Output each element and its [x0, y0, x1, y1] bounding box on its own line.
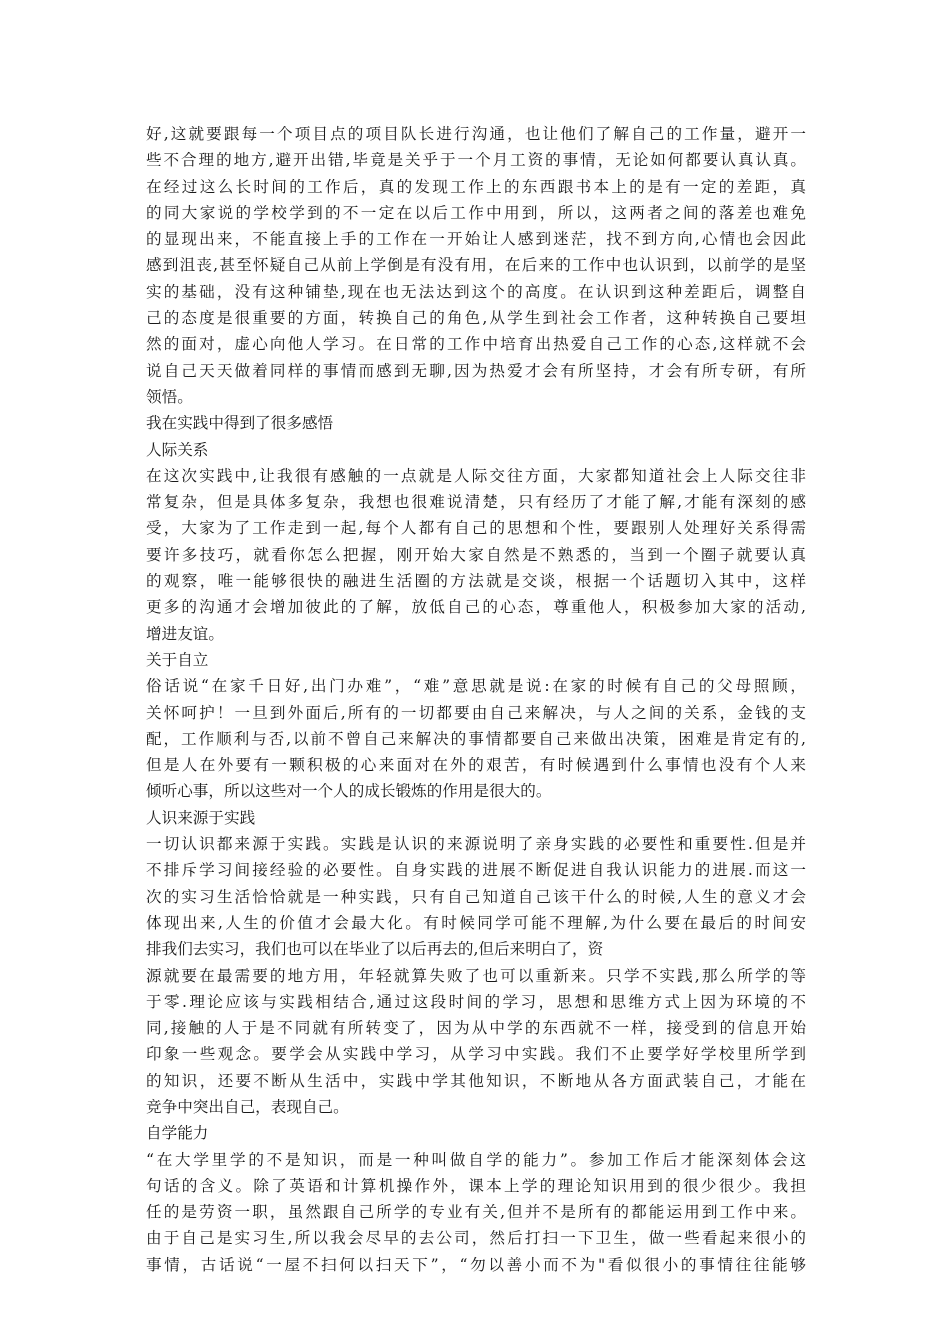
text-line: 排我们去实习，我们也可以在毕业了以后再去的,但后来明白了，资 [146, 940, 604, 959]
text-line: 源就要在最需要的地方用，年轻就算失败了也可以重新来。只学不实践,那么所学的等 [146, 966, 806, 985]
text-line: 常复杂，但是具体多复杂，我想也很难说清楚，只有经历了才能了解,才能有深刻的感 [146, 493, 806, 512]
text-line: 的知识，还要不断从生活中，实践中学其他知识，不断地从各方面武装自己，才能在 [146, 1071, 806, 1090]
text-line: 竞争中突出自己，表现自己。 [146, 1097, 349, 1116]
text-line: 自学能力 [146, 1124, 209, 1143]
text-line: 但是人在外要有一颗积极的心来面对在外的艰苦，有时候遇到什么事情也没有个人来 [146, 756, 806, 775]
text-line: 的观察，唯一能够很快的融进生活圈的方法就是交谈，根据一个话题切入其中，这样 [146, 572, 806, 591]
text-line: 要许多技巧，就看你怎么把握，刚开始大家自然是不熟悉的，当到一个圈子就要认真 [146, 545, 806, 564]
text-line: 在经过这么长时间的工作后，真的发现工作上的东西跟书本上的是有一定的差距，真 [146, 177, 806, 196]
text-line: 说自己天天做着同样的事情而感到无聊,因为热爱才会有所坚持，才会有所专研，有所 [146, 361, 806, 380]
text-line: 配，工作顺利与否,以前不曾自己来解决的事情都要自己来做出决策，困难是肯定有的, [146, 729, 806, 748]
text-line: 句话的含义。除了英语和计算机操作外，课本上学的理论知识用到的很少很少。我担 [146, 1176, 806, 1195]
text-line: 于零.理论应该与实践相结合,通过这段时间的学习，思想和思维方式上因为环境的不 [146, 992, 806, 1011]
text-line: 由于自己是实习生,所以我会尽早的去公司，然后打扫一下卫生，做一些看起来很小的 [146, 1229, 806, 1248]
text-line: 增进友谊。 [146, 624, 224, 643]
text-line: 倾听心事，所以这些对一个人的成长锻炼的作用是很大的。 [146, 782, 552, 801]
text-line: 人际关系 [146, 440, 209, 459]
text-line: 好,这就要跟每一个项目点的项目队长进行沟通，也让他们了解自己的工作量，避开一 [146, 125, 806, 143]
text-line: 体现出来,人生的价值才会最大化。有时候同学可能不理解,为什么要在最后的时间安 [146, 913, 806, 932]
text-line: 次的实习生活恰恰就是一种实践，只有自己知道自己该干什么的时候,人生的意义才会 [146, 887, 806, 906]
text-line: 领悟。 [146, 387, 193, 406]
text-line: “在大学里学的不是知识，而是一种叫做自学的能力”。参加工作后才能深刻体会这 [146, 1150, 806, 1169]
text-line: 然的面对，虚心向他人学习。在日常的工作中培育出热爱自己工作的心态,这样就不会 [146, 335, 806, 354]
text-line: 俗话说“在家千日好,出门办难”，“难”意思就是说:在家的时候有自己的父母照顾， [146, 677, 806, 696]
text-line: 人识来源于实践 [146, 808, 256, 827]
text-line: 的同大家说的学校学到的不一定在以后工作中用到，所以，这两者之间的落差也难免 [146, 203, 806, 222]
text-line: 在这次实践中,让我很有感触的一点就是人际交往方面，大家都知道社会上人际交往非 [146, 466, 806, 485]
text-line: 我在实践中得到了很多感悟 [146, 414, 334, 433]
text-line: 任的是劳资一职，虽然跟自己所学的专业有关,但并不是所有的都能运用到工作中来。 [146, 1203, 806, 1222]
text-line: 感到沮丧,甚至怀疑自己从前上学倒是有没有用，在后来的工作中也认识到，以前学的是坚 [146, 256, 806, 275]
text-line: 受，大家为了工作走到一起,每个人都有自己的思想和个性，要跟别人处理好关系得需 [146, 519, 806, 538]
text-line: 不排斥学习间接经验的必要性。自身实践的进展不断促进自我认识能力的进展.而这一 [146, 861, 806, 880]
text-line: 事情，古话说“一屋不扫何以扫天下”，“勿以善小而不为"看似很小的事情往往能够 [146, 1255, 806, 1274]
text-line: 关怀呵护！一旦到外面后,所有的一切都要由自己来解决，与人之间的关系，金钱的支 [146, 703, 806, 722]
text-line: 一切认识都来源于实践。实践是认识的来源说明了亲身实践的必要性和重要性.但是并 [146, 835, 806, 854]
text-line: 实的基础，没有这种铺垫,现在也无法达到这个的高度。在认识到这种差距后，调整自 [146, 282, 806, 301]
text-line: 同,接触的人于是不同就有所转变了，因为从中学的东西就不一样，接受到的信息开始 [146, 1019, 806, 1038]
text-line: 更多的沟通才会增加彼此的了解，放低自己的心态，尊重他人，积极参加大家的活动, [146, 598, 806, 617]
text-line: 己的态度是很重要的方面，转换自己的角色,从学生到社会工作者，这种转换自己要坦 [146, 309, 806, 328]
text-line: 的显现出来，不能直接上手的工作在一开始让人感到迷茫，找不到方向,心情也会因此 [146, 230, 806, 249]
text-line: 印象一些观念。要学会从实践中学习，从学习中实践。我们不止要学好学校里所学到 [146, 1045, 806, 1064]
text-line: 关于自立 [146, 650, 209, 669]
text-line: 些不合理的地方,避开出错,毕竟是关乎于一个月工资的事情，无论如何都要认真认真。 [146, 151, 806, 170]
document-body [146, 121, 806, 1278]
